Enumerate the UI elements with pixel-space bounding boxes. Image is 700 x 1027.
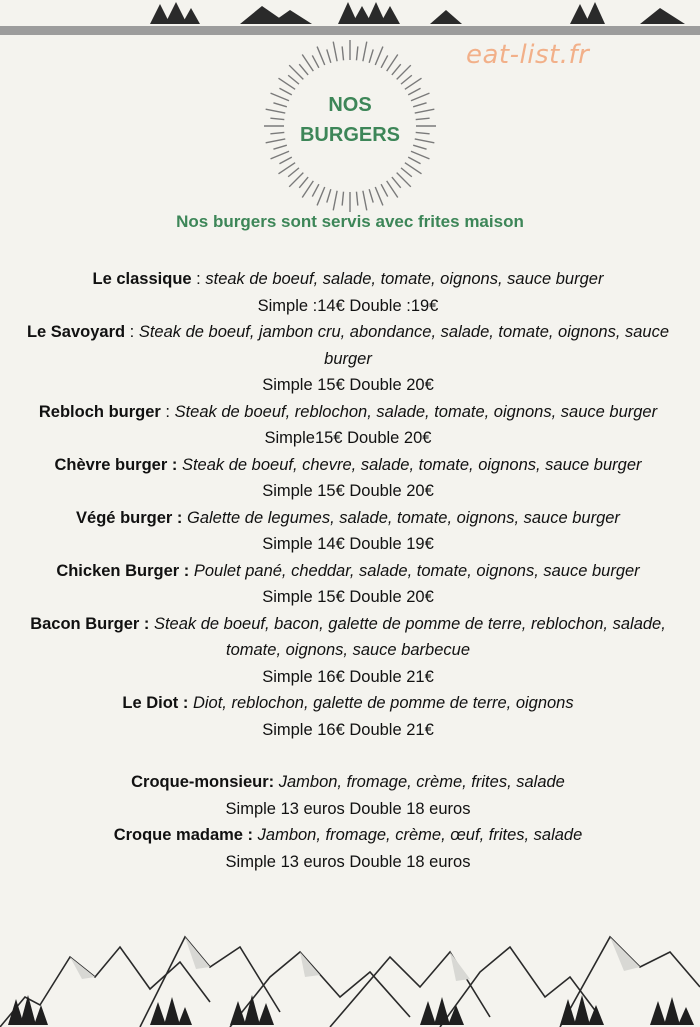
sun-ray	[278, 78, 295, 89]
item-price: Simple15€ Double 20€	[264, 429, 432, 447]
item-description: Steak de boeuf, bacon, galette de pomme de terre, reblochon, salade, tomate, oignons, sauce barbecue	[153, 614, 666, 659]
item-description: Galette de legumes, salade, tomate, oignons, sauce burger	[187, 508, 620, 527]
croque-list	[10, 769, 686, 875]
item-separator: :	[160, 402, 175, 421]
sun-ray	[312, 184, 319, 196]
sun-ray	[333, 42, 337, 62]
sun-ray	[327, 189, 331, 202]
item-description: steak de boeuf, salade, tomate, oignons, sauce burger	[205, 270, 604, 288]
burger-list	[10, 266, 686, 743]
item-description: Poulet pané, cheddar, salade, tomate, oignons, sauce burger	[193, 561, 640, 580]
sun-ray	[375, 47, 383, 65]
sun-ray	[381, 184, 388, 196]
item-description: Steak de boeuf, reblochon, salade, tomate, oignons, sauce burger	[174, 402, 658, 421]
item-name: Chèvre burger :	[54, 455, 178, 474]
sun-ray	[408, 157, 420, 164]
sun-ray	[392, 177, 401, 188]
sun-ray	[342, 46, 343, 60]
sun-ray	[317, 47, 325, 65]
sun-ray	[405, 78, 422, 89]
item-description: Jambon, fromage, crème, frites, salade	[278, 773, 565, 791]
sun-ray	[369, 49, 373, 62]
sun-ray	[356, 192, 357, 206]
sun-ray	[342, 192, 343, 206]
sun-ray	[392, 64, 401, 75]
item-name: Croque-monsieur:	[131, 773, 275, 791]
sun-ray	[278, 163, 295, 174]
sun-ray	[271, 151, 289, 159]
sun-ray	[401, 168, 412, 177]
croque-item	[10, 822, 686, 875]
sun-ray	[299, 177, 308, 188]
sun-ray	[411, 151, 429, 159]
sun-ray	[356, 46, 357, 60]
item-name: Le Savoyard	[26, 323, 126, 341]
sun-ray	[312, 55, 319, 67]
sun-ray	[401, 75, 412, 84]
sun-ray	[387, 54, 398, 71]
burger-item	[10, 690, 686, 743]
sun-ray	[317, 187, 325, 205]
top-forest-illustration	[0, 0, 700, 26]
item-separator: :	[125, 323, 139, 341]
item-name: Croque madame :	[113, 826, 254, 844]
menu-title-line1: NOS	[328, 94, 372, 116]
burger-item	[10, 452, 686, 505]
croque-item	[10, 769, 686, 822]
sun-ray	[363, 191, 367, 211]
item-price: Simple 13 euros Double 18 euros	[225, 799, 471, 818]
item-name: Végé burger :	[76, 508, 183, 527]
mountain-illustration	[0, 917, 700, 1027]
item-price: Simple 16€ Double 21€	[262, 720, 434, 739]
sun-ray	[302, 54, 313, 71]
item-separator: :	[191, 270, 206, 288]
item-price: Simple 15€ Double 20€	[262, 376, 434, 394]
top-divider-bar	[0, 26, 700, 35]
item-name: Chicken Burger :	[56, 561, 190, 580]
item-description: Jambon, fromage, crème, œuf, frites, salade	[257, 826, 583, 844]
menu-title-line2: BURGERS	[299, 124, 400, 146]
sun-ray	[288, 75, 299, 84]
menu-list	[10, 266, 686, 875]
item-description: Steak de boeuf, jambon cru, abondance, salade, tomate, oignons, sauce burger	[138, 323, 670, 368]
burger-item	[10, 319, 686, 399]
burger-item	[10, 558, 686, 611]
sun-ray	[363, 42, 367, 62]
sun-ray	[405, 163, 422, 174]
sun-ray	[288, 168, 299, 177]
item-price: Simple 13 euros Double 18 euros	[225, 852, 471, 871]
sun-ray	[369, 189, 373, 202]
section-gap	[10, 743, 686, 769]
item-description: Steak de boeuf, chevre, salade, tomate, oignons, sauce burger	[181, 455, 642, 474]
item-name: Rebloch burger	[38, 402, 161, 421]
item-name: Bacon Burger :	[30, 614, 150, 633]
item-price: Simple 15€ Double 20€	[262, 588, 434, 606]
item-price: Simple 16€ Double 21€	[262, 667, 434, 686]
item-name: Le classique	[92, 270, 192, 288]
sun-ray	[381, 55, 388, 67]
sun-ray	[333, 191, 337, 211]
sun-ray	[302, 181, 313, 198]
item-price: Simple :14€ Double :19€	[257, 296, 439, 315]
watermark: eat-list.fr	[466, 40, 590, 70]
menu-title	[262, 90, 438, 150]
item-name: Le Diot :	[122, 694, 189, 712]
sun-ray	[327, 49, 331, 62]
menu-subtitle: Nos burgers sont servis avec frites maison	[176, 212, 524, 231]
sun-ray	[279, 157, 291, 164]
burger-item	[10, 611, 686, 691]
sun-ray	[387, 181, 398, 198]
item-price: Simple 15€ Double 20€	[262, 482, 434, 500]
item-price: Simple 14€ Double 19€	[262, 535, 434, 553]
sun-ray	[375, 187, 383, 205]
burger-item	[10, 505, 686, 558]
burger-item	[10, 266, 686, 319]
burger-item	[10, 399, 686, 452]
sun-ray	[299, 64, 308, 75]
item-description: Diot, reblochon, galette de pomme de terre, oignons	[192, 694, 574, 712]
